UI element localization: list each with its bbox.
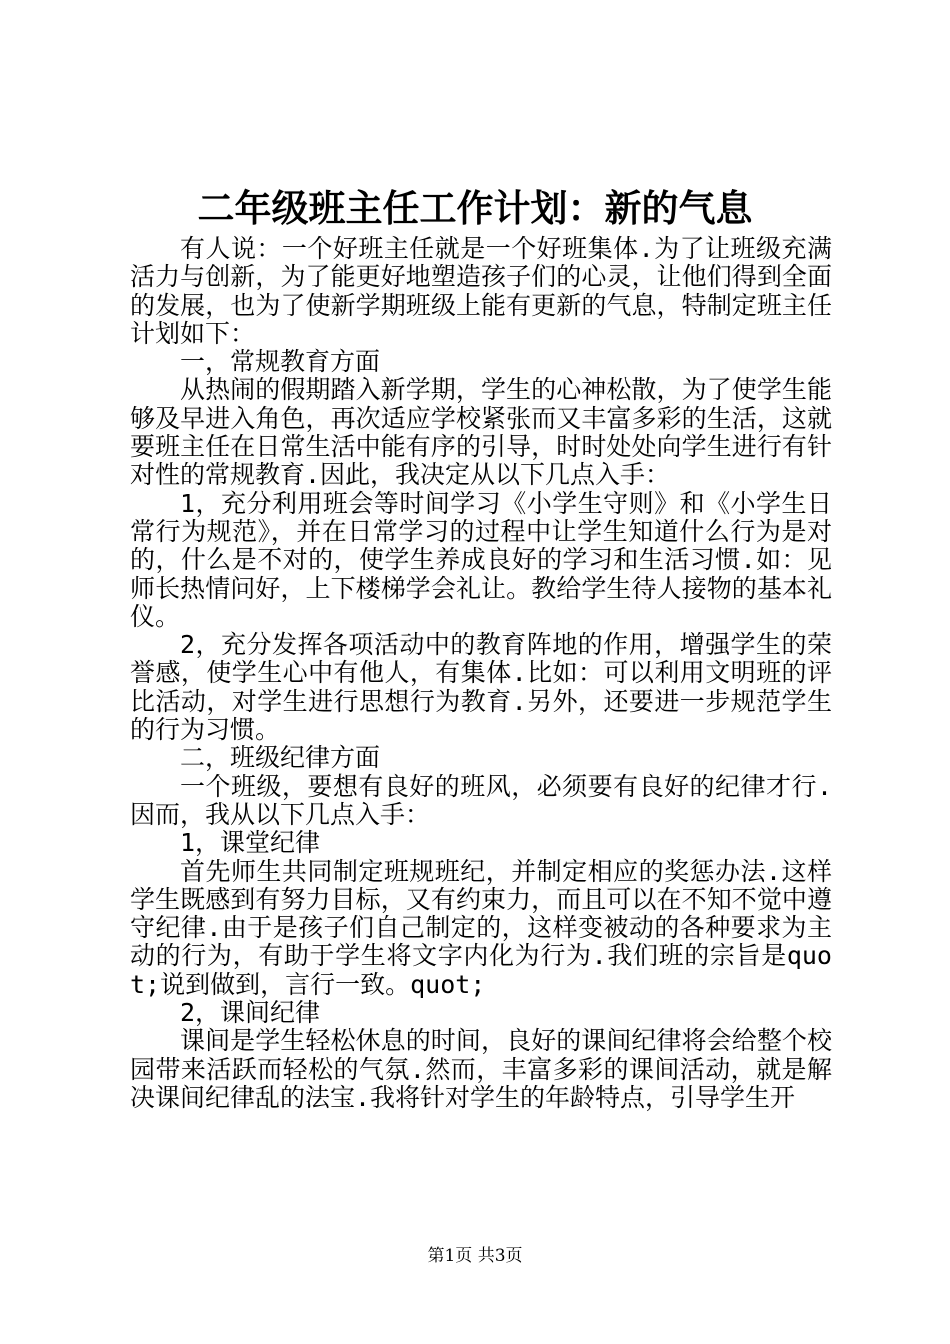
document-body [130,235,832,1112]
section-heading-routine-education: 一，常规教育方面 [180,347,381,377]
subheading-break-discipline: 2，课间纪律 [180,998,321,1028]
document-title: 二年级班主任工作计划：新的气息 [197,186,753,230]
subheading-classroom-discipline: 1，课堂纪律 [180,828,321,858]
paragraph-point-2: 2，充分发挥各项活动中的教育阵地的作用，增强学生的荣誉感，使学生心中有他人，有集体.比如：可以利用文明班的评比活动，对学生进行思想行为教育.另外，还要进一步规范学生的行为习惯。 [130,630,832,745]
paragraph-break-discipline: 课间是学生轻松休息的时间，良好的课间纪律将会给整个校园带来活跃而轻松的气氛.然而，丰富多彩的课间活动，就是解决课间纪律乱的法宝.我将针对学生的年龄特点，引导学生开 [130,1026,832,1112]
paragraph-routine-education: 从热闹的假期踏入新学期，学生的心神松散，为了使学生能够及早进入角色，再次适应学校紧张而又丰富多彩的生活，这就要班主任在日常生活中能有序的引导，时时处处向学生进行有针对性的常规教育.因此，我决定从以下几点入手： [130,375,832,490]
paragraph-class-discipline: 一个班级，要想有良好的班风，必须要有良好的纪律才行.因而，我从以下几点入手： [130,771,832,829]
paragraph-point-1: 1，充分利用班会等时间学习《小学生守则》和《小学生日常行为规范》，并在日常学习的过程中让学生知道什么行为是对的，什么是不对的，使学生养成良好的学习和生活习惯.如：见师长热情问好，上下楼梯学会礼让。教给学生待人接物的基本礼仪。 [130,488,832,631]
section-heading-class-discipline: 二，班级纪律方面 [180,743,381,773]
paragraph-intro: 有人说：一个好班主任就是一个好班集体.为了让班级充满活力与创新，为了能更好地塑造孩子们的心灵，让他们得到全面的发展，也为了使新学期班级上能有更新的气息，特制定班主任计划如下： [130,234,832,348]
paragraph-classroom-discipline: 首先师生共同制定班规班纪，并制定相应的奖惩办法.这样学生既感到有努力目标，又有约束力，而且可以在不知不觉中遵守纪律.由于是孩子们自己制定的，这样变被动的各种要求为主动的行为，有助于学生将文字内化为行为.我们班的宗旨是quot;说到做到，言行一致。quot; [130,856,832,999]
page-number-footer: 第1页 共3页 [427,1246,523,1266]
